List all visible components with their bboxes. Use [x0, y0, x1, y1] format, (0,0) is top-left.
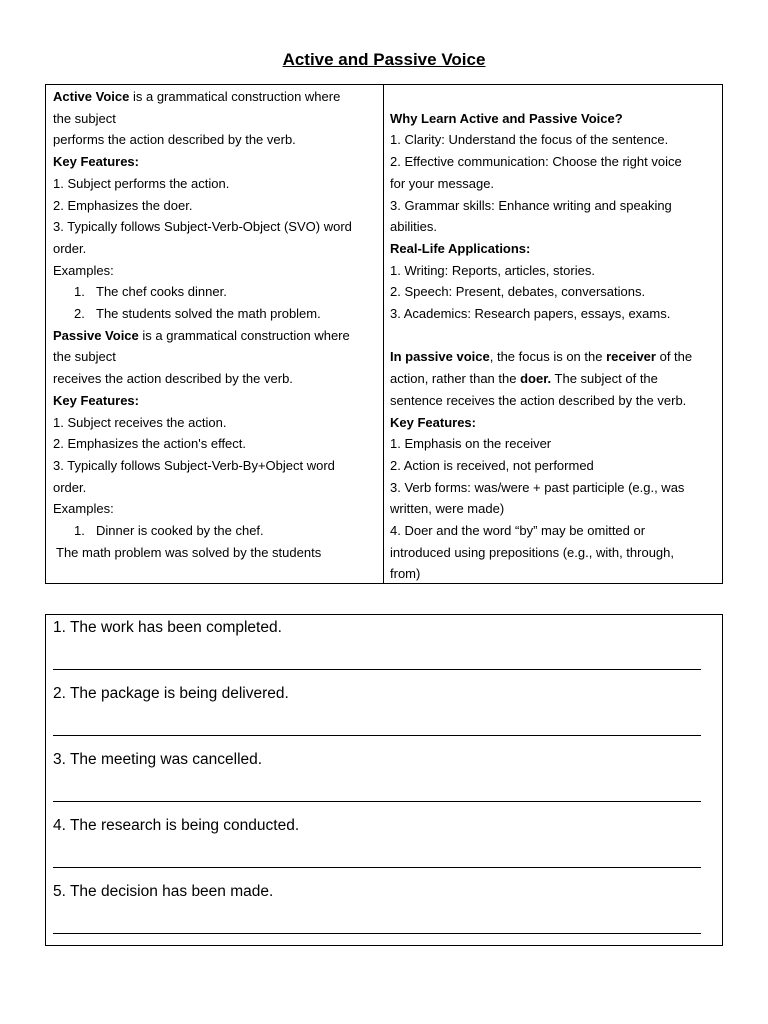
exercise-box	[45, 614, 723, 946]
exercise-item	[53, 879, 715, 945]
active-feature-item: order.	[53, 240, 87, 256]
passive-intro-text: , the focus is on the	[489, 349, 607, 365]
spacer	[390, 325, 716, 347]
right-column	[384, 85, 722, 583]
exercise-prompt: 5. The decision has been made.	[53, 883, 274, 900]
active-examples-label: Examples:	[53, 262, 114, 278]
spacer	[390, 86, 716, 108]
feature-item: 2. Action is received, not performed	[390, 457, 594, 473]
active-definition-line-1	[53, 86, 377, 108]
active-voice-term: Active Voice	[53, 89, 130, 104]
feature-item: introduced using prepositions (e.g., with, through,	[390, 544, 675, 560]
answer-line[interactable]	[53, 705, 701, 736]
passive-intro-text: The subject of the	[551, 371, 658, 387]
application-item: 2. Speech: Present, debates, conversations.	[390, 284, 646, 300]
active-feature-item: 2. Emphasizes the doer.	[53, 197, 193, 213]
feature-item: 3. Verb forms: was/were + past participle (e.g., was	[390, 479, 685, 495]
example-text: Dinner is cooked by the chef.	[96, 523, 264, 539]
feature-item: written, were made)	[390, 501, 505, 517]
why-item: for your message.	[390, 175, 495, 191]
passive-definition-line-2: the subject	[53, 349, 116, 365]
active-example-item	[53, 281, 377, 303]
passive-feature-item: 3. Typically follows Subject-Verb-By+Object word	[53, 457, 335, 473]
exercise-prompt: 1. The work has been completed.	[53, 619, 282, 636]
passive-example-item	[53, 520, 377, 542]
answer-line[interactable]	[53, 639, 701, 670]
exercise-prompt: 2. The package is being delivered.	[53, 685, 289, 702]
answer-line[interactable]	[53, 903, 701, 934]
passive-intro-line-1	[390, 346, 716, 368]
passive-feature-item: 2. Emphasizes the action's effect.	[53, 436, 247, 452]
example-number: 2.	[74, 306, 85, 322]
passive-feature-item: 1. Subject receives the action.	[53, 414, 227, 430]
why-item: 1. Clarity: Understand the focus of the sentence.	[390, 132, 669, 148]
why-item: 2. Effective communication: Choose the right voice	[390, 154, 682, 170]
answer-line[interactable]	[53, 771, 701, 802]
passive-intro-bold: In passive voice	[390, 349, 490, 365]
left-column	[46, 85, 384, 583]
passive-voice-term: Passive Voice	[53, 327, 139, 343]
example-text: The chef cooks dinner.	[96, 284, 227, 300]
active-feature-item: 3. Typically follows Subject-Verb-Object (SVO) word	[53, 219, 352, 235]
passive-example-item: The math problem was solved by the students	[56, 544, 322, 560]
exercise-prompt: 4. The research is being conducted.	[53, 817, 300, 834]
active-definition-line-3: performs the action described by the verb.	[53, 132, 296, 148]
passive-feature-item: order.	[53, 479, 87, 495]
exercise-item	[53, 681, 715, 747]
passive-key-features-heading: Key Features:	[53, 392, 139, 408]
feature-item: 1. Emphasis on the receiver	[390, 436, 552, 452]
passive-intro-line-2	[390, 368, 716, 390]
passive-intro-line-3: sentence receives the action described by the verb.	[390, 392, 687, 408]
why-learn-heading: Why Learn Active and Passive Voice?	[390, 110, 623, 126]
example-number: 1.	[74, 284, 85, 300]
application-item: 1. Writing: Reports, articles, stories.	[390, 262, 595, 278]
passive-intro-text: action, rather than the	[390, 371, 521, 387]
exercise-item	[53, 813, 715, 879]
active-feature-item: 1. Subject performs the action.	[53, 175, 230, 191]
exercise-item	[53, 615, 715, 681]
why-item: 3. Grammar skills: Enhance writing and speaking	[390, 197, 672, 213]
passive-examples-label: Examples:	[53, 501, 114, 517]
answer-line[interactable]	[53, 837, 701, 868]
passive-definition-line-3: receives the action described by the verb.	[53, 371, 293, 387]
exercise-prompt: 3. The meeting was cancelled.	[53, 751, 263, 768]
active-definition-line-2: the subject	[53, 110, 116, 126]
feature-item: 4. Doer and the word “by” may be omitted or	[390, 523, 646, 539]
why-item: abilities.	[390, 219, 437, 235]
passive-definition-rest: is a grammatical construction where	[138, 327, 350, 343]
example-text: The students solved the math problem.	[96, 306, 321, 322]
application-item: 3. Academics: Research papers, essays, exams.	[390, 306, 671, 322]
active-key-features-heading: Key Features:	[53, 154, 139, 170]
page-title: Active and Passive Voice	[282, 50, 486, 69]
feature-item: from)	[390, 566, 421, 582]
info-table	[45, 84, 723, 584]
passive-definition-line-1	[53, 325, 377, 347]
applications-heading: Real-Life Applications:	[390, 240, 531, 256]
active-definition-rest: is a grammatical construction where	[129, 89, 341, 104]
right-key-features-heading: Key Features:	[390, 414, 476, 430]
passive-intro-text: of the	[655, 349, 693, 365]
exercise-item	[53, 747, 715, 813]
example-number: 1.	[74, 523, 85, 539]
doer-bold: doer.	[520, 371, 552, 387]
active-example-item	[53, 303, 377, 325]
receiver-bold: receiver	[606, 349, 656, 365]
